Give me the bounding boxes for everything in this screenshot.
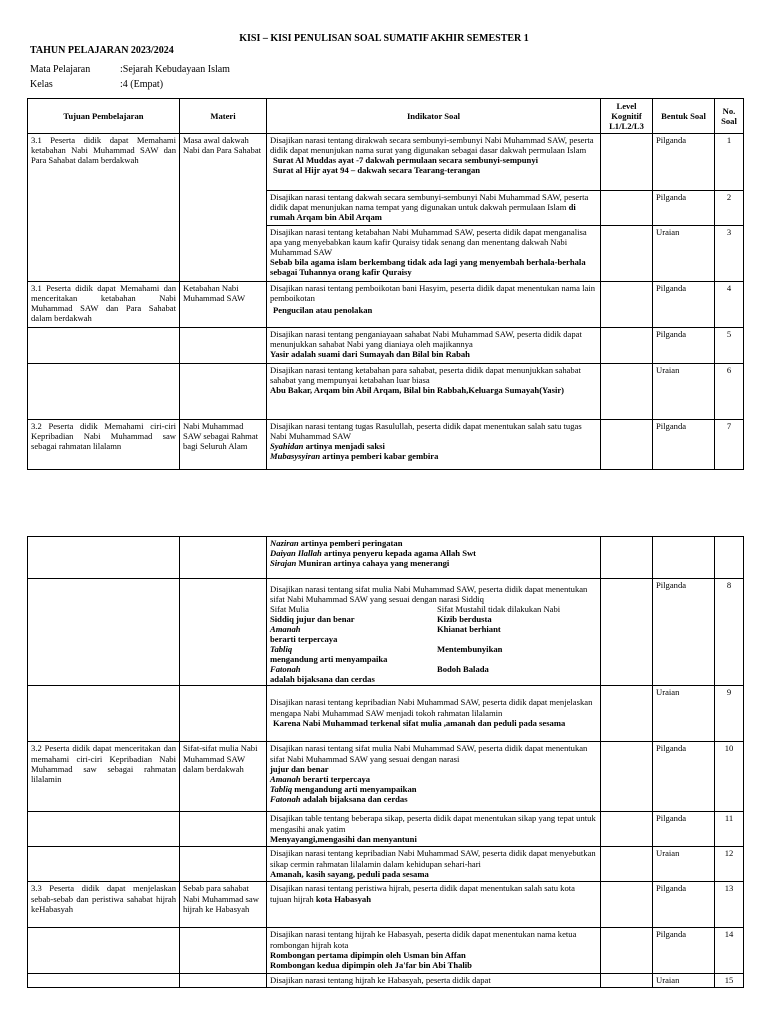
number-cell: 9 — [715, 686, 744, 742]
indicator-text: Disajikan narasi tentang pemboikotan bani Hasyim, peserta didik dapat menentukan nama lain pemboikotan — [270, 283, 596, 304]
goal-cell — [28, 579, 180, 686]
goal-cell — [28, 812, 180, 847]
indicator-text: Disajikan narasi tentang sifat mulia Nabi Muhammad SAW, peserta didik dapat menentukan sifat Nabi Muhammad SAW yang sesuai dengan narasi Siddiq — [270, 584, 588, 605]
table-row — [28, 742, 744, 812]
table-row — [28, 847, 744, 882]
level-cell — [601, 282, 653, 328]
number-cell: 15 — [715, 974, 744, 987]
material-cell — [180, 928, 267, 974]
number-cell: 14 — [715, 928, 744, 974]
level-cell — [601, 742, 653, 812]
type-cell: Pilganda — [653, 742, 715, 812]
indicator-text: Disajikan narasi tentang ketabahan Nabi Muhammad SAW, peserta didik dapat menganalisa apa yang menyebabkan kaum kafir Quraisy tidak senang dan menentang dakwah Nabi Muhammad SAW — [270, 227, 587, 258]
col-header-type: Bentuk Soal — [653, 99, 715, 134]
material-cell — [180, 364, 267, 420]
table-row — [28, 282, 744, 328]
answer-text: Abu Bakar, Arqam bin Abil Arqam, Bilal bin Rabbah,Keluarga Sumayah(Yasir) — [270, 385, 565, 396]
answer-text: Naziran artinya pemberi peringatan — [270, 538, 403, 548]
col-header-level: Level Kognitif L1/L2/L3 — [601, 99, 653, 134]
level-cell — [601, 364, 653, 420]
answer-text: Karena Nabi Muhammad terkenal sifat mulia ,amanah dan peduli pada sesama — [273, 717, 566, 728]
goal-cell: 3.1 Peserta didik dapat Memahami dan menceritakan ketabahan Nabi Muhammad SAW dan Para Sahabat dalam berdakwah — [28, 282, 180, 328]
material-cell: Sebab para sahabat Nabi Muhammad saw hijrah ke Habasyah — [180, 882, 267, 928]
number-cell: 11 — [715, 812, 744, 847]
type-cell: Pilganda — [653, 882, 715, 928]
level-cell — [601, 686, 653, 742]
goal-cell: 3.3 Peserta didik dapat menjelaskan sebab-sebab dan peristiwa sahabat hijrah keHabasyah — [28, 882, 180, 928]
type-cell: Pilganda — [653, 282, 715, 328]
material-cell — [180, 847, 267, 882]
answer-row: Amanah berarti terpercaya Khianat berhiant — [270, 624, 501, 645]
level-cell — [601, 191, 653, 226]
type-cell: Uraian — [653, 847, 715, 882]
level-cell — [601, 928, 653, 974]
indicator-text: Disajikan narasi tentang penganiayaan sahabat Nabi Muhammad SAW, peserta didik dapat menunjukkan sahabat Nabi yang dianiaya oleh majikannya — [270, 329, 582, 350]
answer-text: Daiyan Ilallah artinya penyeru kepada agama Allah Swt — [270, 548, 477, 559]
indicator-cell — [267, 226, 601, 282]
answer-text: Menyayangi,mengasihi dan menyantuni — [270, 833, 417, 844]
goal-cell — [28, 537, 180, 579]
type-cell: Pilganda — [653, 191, 715, 226]
answer-text: Amanah berarti terpercaya — [270, 773, 371, 784]
subject-value: :Sejarah Kebudayaan Islam — [120, 64, 230, 75]
table-row — [28, 686, 744, 742]
answer-text: Pengucilan atau penolakan — [273, 305, 373, 316]
answer-row: Sifat Mulia Sifat Mustahil tidak dilakukan Nabi — [270, 604, 561, 615]
goal-cell — [28, 686, 180, 742]
material-cell — [180, 328, 267, 364]
number-cell: 4 — [715, 282, 744, 328]
goal-cell: 3.2 Peserta didik dapat menceritakan dan memahami ciri-ciri Kepribadian Nabi Muhammad saw sebagai rahmatan lilalamin — [28, 742, 180, 812]
type-cell: Pilganda — [653, 928, 715, 974]
academic-year: TAHUN PELAJARAN 2023/2024 — [30, 45, 174, 56]
goal-cell — [28, 974, 180, 987]
level-cell — [601, 134, 653, 191]
answer-text: Surat Al Muddas ayat -7 dakwah permulaan secara sembunyi-sempunyi — [273, 155, 539, 166]
table-row — [28, 928, 744, 974]
indicator-cell — [267, 364, 601, 420]
table-row — [28, 882, 744, 928]
material-cell: Nabi Muhammad SAW sebagai Rahmat bagi Seluruh Alam — [180, 420, 267, 470]
type-cell: Uraian — [653, 364, 715, 420]
table-row — [28, 974, 744, 987]
col-header-material: Materi — [180, 99, 267, 134]
answer-text: Syahidan artinya menjadi saksi — [270, 441, 385, 452]
number-cell: 13 — [715, 882, 744, 928]
number-cell: 6 — [715, 364, 744, 420]
material-cell — [180, 974, 267, 987]
indicator-cell — [267, 328, 601, 364]
indicator-cell — [267, 282, 601, 328]
answer-text: Surat al Hijr ayat 94 – dakwah secara Tearang-terangan — [273, 165, 481, 176]
type-cell: Pilganda — [653, 134, 715, 191]
goal-cell — [28, 928, 180, 974]
level-cell — [601, 847, 653, 882]
subject-line — [30, 64, 230, 75]
number-cell: 5 — [715, 328, 744, 364]
col-header-indicator: Indikator Soal — [267, 99, 601, 134]
answer-row: Fatonah adalah bijaksana dan cerdas Bodoh Balada — [270, 664, 489, 685]
level-cell — [601, 420, 653, 470]
answer-text: Amanah, kasih sayang, peduli pada sesama — [270, 868, 429, 879]
table-row — [28, 328, 744, 364]
material-cell: Sifat-sifat mulia Nabi Muhammad SAW dalam berdakwah — [180, 742, 267, 812]
table-row — [28, 134, 744, 191]
type-cell: Pilganda — [653, 420, 715, 470]
indicator-cell — [267, 847, 601, 882]
goal-cell — [28, 364, 180, 420]
indicator-text: Disajikan narasi tentang kepribadian Nabi Muhammad SAW, peserta didik dapat menjelaskan mengapa Nabi Muhammad SAW menjadi tokoh rahmatan lilalamin — [270, 697, 593, 718]
level-cell — [601, 537, 653, 579]
table-row — [28, 364, 744, 420]
goal-cell — [28, 847, 180, 882]
subject-label: Mata Pelajaran — [30, 64, 91, 75]
material-cell — [180, 579, 267, 686]
material-cell — [180, 686, 267, 742]
indicator-text: Disajikan table tentang beberapa sikap, peserta didik dapat menentukan sikap yang tepat untuk mengasihi anak yatim — [270, 813, 596, 834]
goal-cell: 3.1 Peserta didik dapat Memahami ketabahan Nabi Muhammad SAW dan Para Sahabat dalam berdakwah — [28, 134, 180, 282]
number-cell — [715, 537, 744, 579]
type-cell — [653, 537, 715, 579]
level-cell — [601, 882, 653, 928]
indicator-cell: Disajikan narasi tentang hijrah ke Habasyah, peserta didik dapat — [267, 974, 601, 987]
document-title: KISI – KISI PENULISAN SOAL SUMATIF AKHIR SEMESTER 1 — [239, 33, 529, 44]
indicator-cell — [267, 812, 601, 847]
number-cell: 12 — [715, 847, 744, 882]
indicator-cell — [267, 928, 601, 974]
indicator-cell: Disajikan narasi tentang peristiwa hijrah, peserta didik dapat menentukan salah satu kota tujuan hijrah kota Habasyah — [267, 882, 601, 928]
indicator-cell — [267, 134, 601, 191]
number-cell: 7 — [715, 420, 744, 470]
type-cell: Pilganda — [653, 328, 715, 364]
indicator-text: Disajikan narasi tentang hijrah ke Habasyah, peserta didik dapat menentukan nama ketua rombongan hijrah kota — [270, 929, 577, 950]
indicator-text: Disajikan narasi tentang kepribadian Nabi Muhammad SAW, peserta didik dapat menyebutkan sikap cermin rahmatan lilalamin dalam kehidupan sehari-hari — [270, 848, 596, 869]
answer-row: Siddiq jujur dan benar Kizib berdusta — [270, 614, 492, 625]
material-cell: Ketabahan Nabi Muhammad SAW — [180, 282, 267, 328]
number-cell: 3 — [715, 226, 744, 282]
goal-cell — [28, 328, 180, 364]
indicator-cell — [267, 742, 601, 812]
answer-row: Tabliq mengandung arti menyampaika Mentembunyikan — [270, 644, 503, 665]
answer-text: Mubasysyiran artinya pemberi kabar gembira — [270, 451, 439, 462]
table-row — [28, 537, 744, 579]
indicator-cell — [267, 537, 601, 579]
answer-text: Rombongan kedua dipimpin oleh Ja'far bin Abi Thalib — [270, 959, 472, 970]
class-label: Kelas — [30, 79, 53, 90]
number-cell: 10 — [715, 742, 744, 812]
grid-table-page-2 — [27, 536, 744, 988]
indicator-text: Disajikan narasi tentang ketabahan para sahabat, peserta didik dapat menunjukkan sahabat sahabat yang mempunyai ketabahan luar biasa — [270, 365, 581, 386]
indicator-cell — [267, 420, 601, 470]
indicator-text: Disajikan narasi tentang sifat mulia Nabi Muhammad SAW, peserta didik dapat menentukan sifat Nabi Muhammad SAW yang sesuai dengan narasi — [270, 743, 588, 764]
answer-text: Rombongan pertama dipimpin oleh Usman bin Affan — [270, 949, 466, 960]
number-cell: 1 — [715, 134, 744, 191]
level-cell — [601, 226, 653, 282]
indicator-text: Disajikan narasi tentang dirakwah secara sembunyi-sembunyi Nabi Muhammad SAW, peserta didik dapat menunjukan nama surat yang digunakan sebagai dasar dakwah permulaan Islam — [270, 135, 594, 156]
type-cell: Uraian — [653, 686, 715, 742]
grid-table-page-1 — [27, 98, 744, 470]
table-header-row — [28, 99, 744, 134]
table-row — [28, 579, 744, 686]
level-cell — [601, 974, 653, 987]
indicator-text: Disajikan narasi tentang tugas Rasulullah, peserta didik dapat menentukan salah satu tugas Nabi Muhammad SAW — [270, 421, 582, 442]
material-cell — [180, 537, 267, 579]
answer-text: Yasir adalah suami dari Sumayah dan Bilal bin Rabah — [270, 349, 470, 360]
type-cell: Pilganda — [653, 579, 715, 686]
level-cell — [601, 328, 653, 364]
goal-cell: 3.2 Peserta didik Memahami ciri-ciri Kepribadian Nabi Muhammad saw sebagai rahmatan lilalamn — [28, 420, 180, 470]
material-cell — [180, 812, 267, 847]
answer-text: Tabliq mengandung arti menyampaikan — [270, 783, 417, 794]
answer-text: jujur dan benar — [270, 763, 329, 774]
class-value: :4 (Empat) — [120, 79, 164, 90]
level-cell — [601, 812, 653, 847]
col-header-goal: Tujuan Pembelajaran — [28, 99, 180, 134]
indicator-cell: Disajikan narasi tentang dakwah secara sembunyi-sembunyi Nabi Muhammad SAW, peserta didik dapat menunjukan nama tempat yang digunakan untuk dakwah permulaan Islam di rumah Arqam bin Abil Arqam — [267, 191, 601, 226]
table-row — [28, 812, 744, 847]
level-cell — [601, 579, 653, 686]
answer-text: Sebab bila agama islam berkembang tidak ada lagi yang menyembah berhala-berhala sebagai Tuhannya orang kafir Quraisy — [270, 257, 586, 278]
type-cell: Pilganda — [653, 812, 715, 847]
indicator-cell — [267, 686, 601, 742]
number-cell: 8 — [715, 579, 744, 686]
material-cell: Masa awal dakwah Nabi dan Para Sahabat — [180, 134, 267, 282]
class-line — [30, 79, 163, 90]
number-cell: 2 — [715, 191, 744, 226]
answer-text: Sirajan Muniran artinya cahaya yang menerangi — [270, 558, 450, 569]
answer-text: Fatonah adalah bijaksana dan cerdas — [270, 793, 408, 804]
type-cell: Uraian — [653, 226, 715, 282]
table-row — [28, 420, 744, 470]
type-cell: Uraian — [653, 974, 715, 987]
col-header-number: No. Soal — [715, 99, 744, 134]
indicator-cell — [267, 579, 601, 686]
